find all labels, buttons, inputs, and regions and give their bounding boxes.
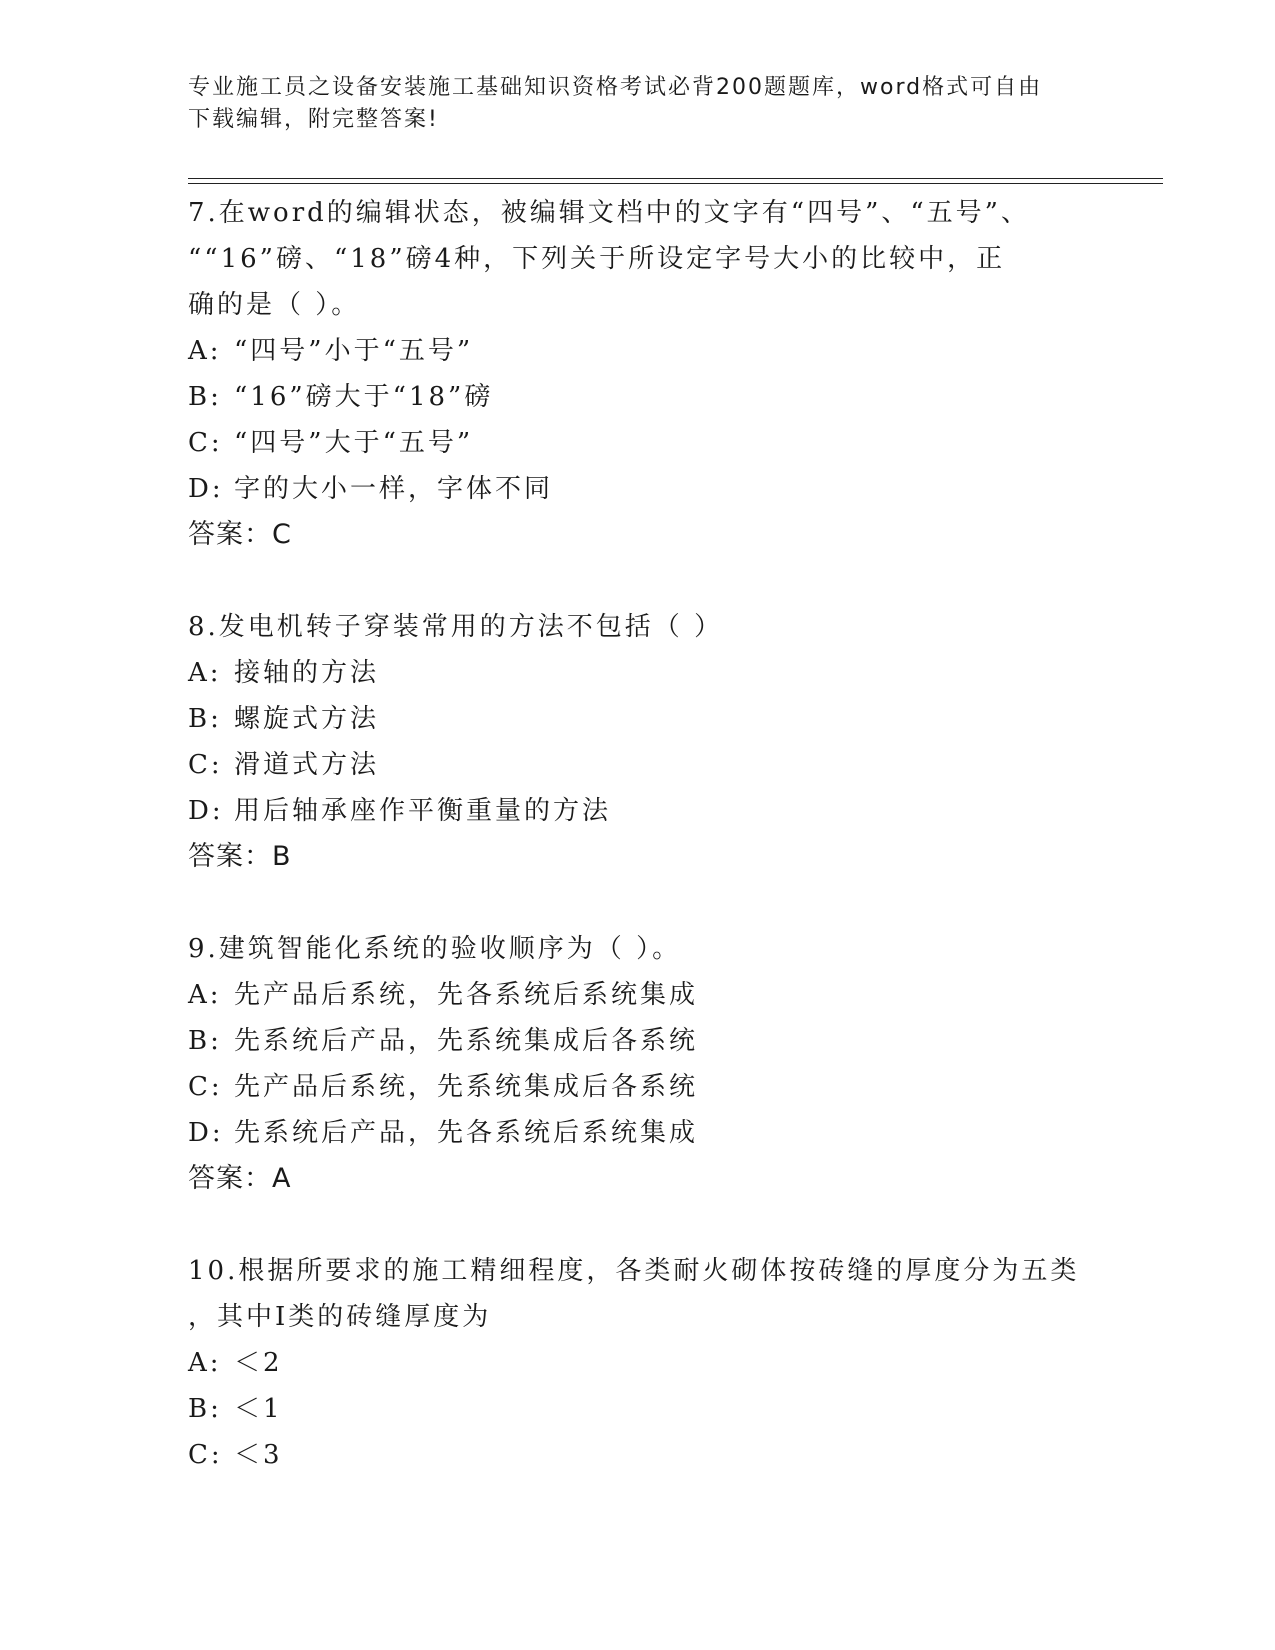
option-label: B: [188, 1394, 222, 1424]
option-label: A: [188, 658, 222, 688]
option-line [188, 788, 1088, 834]
option-label: A: [188, 1348, 222, 1378]
option-text: 字的大小一样，字体不同 [234, 474, 554, 504]
option-line [188, 1110, 1088, 1156]
header-rule-top [188, 178, 1163, 179]
option-label: A: [188, 336, 222, 366]
option-line [188, 420, 1088, 466]
option-label: A: [188, 980, 222, 1010]
question-block [188, 926, 1088, 1248]
header-line-1: 专业施工员之设备安装施工基础知识资格考试必背200题题库，word格式可自由 [188, 75, 1043, 100]
document-header [188, 72, 1068, 136]
option-text: 螺旋式方法 [234, 704, 380, 734]
question-stem-line: 确的是（ ）。 [188, 290, 361, 320]
question-block [188, 190, 1088, 604]
option-text: “16”磅大于“18”磅 [234, 382, 494, 412]
option-line [188, 972, 1088, 1018]
option-text: “四号”大于“五号” [234, 428, 474, 458]
option-label: C: [188, 1440, 223, 1470]
option-line [188, 374, 1088, 420]
question-block [188, 604, 1088, 926]
answer-line: 答案：A [188, 1163, 292, 1194]
question-stem-line: 8.发电机转子穿装常用的方法不包括（ ） [188, 612, 724, 642]
option-line [188, 1340, 1088, 1386]
option-line [188, 1386, 1088, 1432]
option-text: 先系统后产品，先各系统后系统集成 [234, 1118, 699, 1148]
header-rule-bottom [188, 183, 1163, 184]
option-text: ＜3 [234, 1440, 283, 1470]
header-line-2: 下载编辑，附完整答案! [188, 107, 439, 132]
option-label: D: [188, 796, 224, 826]
question-stem-line: 9.建筑智能化系统的验收顺序为（ ）。 [188, 934, 682, 964]
option-line [188, 1432, 1088, 1478]
question-spacer [188, 1202, 1088, 1248]
option-line [188, 650, 1088, 696]
option-text: 先系统后产品，先系统集成后各系统 [234, 1026, 699, 1056]
option-label: B: [188, 382, 222, 412]
option-line [188, 466, 1088, 512]
option-line [188, 742, 1088, 788]
option-text: 用后轴承座作平衡重量的方法 [234, 796, 612, 826]
option-text: “四号”小于“五号” [234, 336, 474, 366]
option-text: 接轴的方法 [234, 658, 380, 688]
option-label: C: [188, 750, 223, 780]
option-text: 先产品后系统，先各系统后系统集成 [234, 980, 699, 1010]
option-text: ＜2 [234, 1348, 283, 1378]
option-text: 先产品后系统，先系统集成后各系统 [234, 1072, 699, 1102]
question-list [188, 190, 1088, 1478]
question-stem-line: ，其中Ⅰ类的砖缝厚度为 [188, 1302, 492, 1332]
question-stem-line: ““16”磅、“18”磅4种，下列关于所设定字号大小的比较中，正 [188, 244, 1006, 274]
option-line [188, 1018, 1088, 1064]
option-label: C: [188, 428, 223, 458]
answer-line: 答案：C [188, 519, 292, 550]
option-text: 滑道式方法 [234, 750, 380, 780]
option-line [188, 696, 1088, 742]
option-line [188, 328, 1088, 374]
option-text: ＜1 [234, 1394, 283, 1424]
question-stem-line: 7.在word的编辑状态，被编辑文档中的文字有“四号”、“五号”、 [188, 198, 1030, 228]
option-label: D: [188, 474, 224, 504]
option-line [188, 1064, 1088, 1110]
question-spacer [188, 558, 1088, 604]
question-block [188, 1248, 1088, 1478]
option-label: C: [188, 1072, 223, 1102]
option-label: D: [188, 1118, 224, 1148]
option-label: B: [188, 1026, 222, 1056]
question-spacer [188, 880, 1088, 926]
option-label: B: [188, 704, 222, 734]
question-stem-line: 10.根据所要求的施工精细程度，各类耐火砌体按砖缝的厚度分为五类 [188, 1256, 1080, 1286]
answer-line: 答案：B [188, 841, 292, 872]
